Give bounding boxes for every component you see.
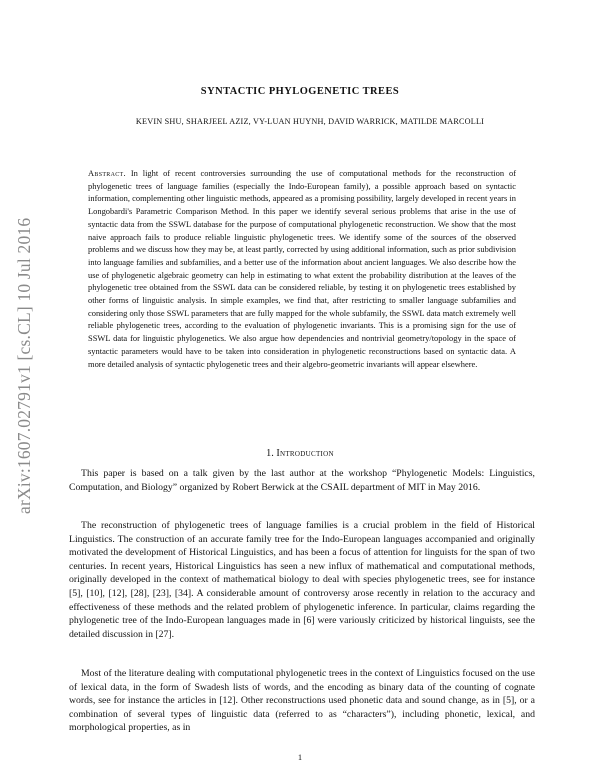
arxiv-identifier: arXiv:1607.02791v1 [cs.CL] 10 Jul 2016 [14,217,34,514]
paper-title: SYNTACTIC PHYLOGENETIC TREES [200,86,400,97]
body-paragraph: This paper is based on a talk given by the last author at the workshop “Phylogenetic Models: Linguistics, Computation, and Biology” organized by Robert Berwick at the CSAIL department of MIT in May 2016. [69,468,535,493]
section-heading [0,447,600,461]
page-number: 1 [297,752,303,762]
abstract-text: In light of recent controversies surrounding the use of computational methods for the reconstruction of phylogenetic trees of language families (especially the Indo-European family), a possible approach based on syntactic information, complementing other linguistic methods, appeared as a promising possibility, largely developed in recent years in Longobardi's Parametric Comparison Method. In this paper we identify several serious problems that arise in the use of syntactic data from the SSWL database for the purpose of computational phylogenetic reconstruction. We show that the most naive approach fails to produce reliable linguistic phylogenetic trees. We identify some of the sources of the observed problems and we discuss how they may be, at least partly, corrected by using additional information, such as prior subdivision into language families and subfamilies, and a better use of the information about ancient languages. We also describe how the use of phylogenetic algebraic geometry can help in estimating to what extent the probability distribution at the leaves of the phylogenetic tree obtained from the SSWL data can be considered reliable, by testing it on phylogenetic trees established by other forms of linguistic analysis. In simple examples, we find that, after restricting to smaller language subfamilies and considering only those SSWL parameters that are fully mapped for the whole subfamily, the SSWL data match extremely well reliable phylogenetic trees, according to the evaluation of phylogenetic invariants. This is a promising sign for the use of SSWL data for linguistic phylogenetics. We also argue how dependencies and nontrivial geometry/topology in the space of syntactic parameters would have to be taken into consideration in phylogenetic reconstructions based on syntactic data. A more detailed analysis of syntactic phylogenetic trees and their algebro-geometric invariants will appear elsewhere. [88,168,517,369]
abstract [88,167,516,370]
abstract-label: Abstract. [88,168,126,178]
body-paragraph: The reconstruction of phylogenetic trees of language families is a crucial problem in the field of Historical Linguistics. The construction of an accurate family tree for the Indo-European languages accompanied and originally motivated the development of Historical Linguistics, and has been a focus of attention for linguists for the span of two centuries. In recent years, Historical Linguistics has seen a new influx of mathematical and computational methods, originally developed in the context of mathematical biology to deal with species phylogenetic trees, see for instance [5], [10], [12], [28], [23], [34]. A considerable amount of controversy arose recently in relation to the accuracy and effectiveness of these methods and the related problem of phylogenetic inference. In particular, claims regarding the phylogenetic tree of the Indo-European languages made in [6] were variously criticized by historical linguists, see the detailed discussion in [27]. [69,520,535,640]
author-list: KEVIN SHU, SHARJEEL AZIZ, VY-LUAN HUYNH, DAVID WARRICK, MATILDE MARCOLLI [135,117,485,126]
body-paragraph: Most of the literature dealing with computational phylogenetic trees in the context of Linguistics focused on the use of lexical data, in the form of Swadesh lists of words, and the encoding as binary data of the counting of cognate words, see for instance the articles in [12]. Other reconstructions used phonetic data and sound change, as in [5], or a combination of several types of linguistic data (referred to as “characters”), including phonetic, lexical, and morphological properties, as in [69,668,535,734]
section-title: Introduction [276,448,334,459]
section-number: 1. [266,448,274,459]
